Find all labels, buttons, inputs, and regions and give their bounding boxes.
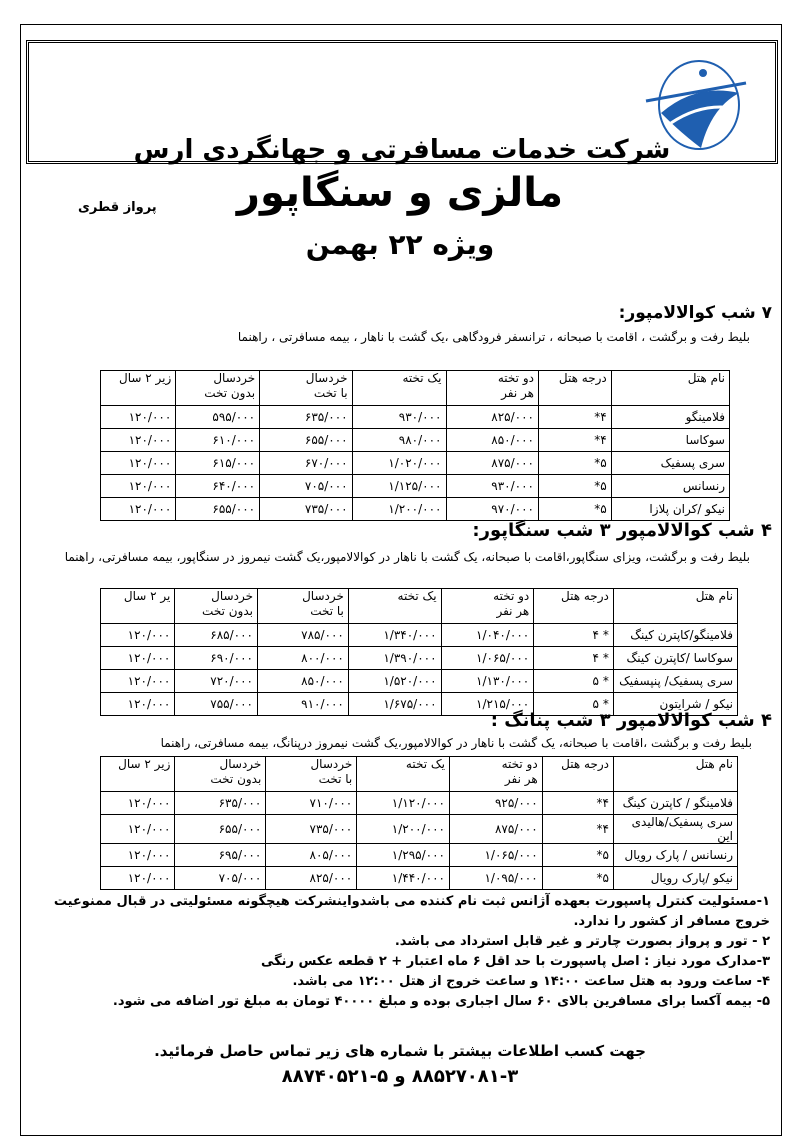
table-cell: ۱۲۰/۰۰۰	[101, 844, 175, 867]
table-header-cell: یک تخته	[357, 757, 450, 792]
table-row	[101, 647, 738, 670]
table-cell: ۷۳۵/۰۰۰	[266, 815, 357, 844]
table-cell: نیکو / شرایتون	[613, 693, 737, 716]
table-header-cell: خردسال بدون تخت	[175, 757, 266, 792]
section3-heading: ۴ شب کوالالامپور ۳ شب پنانگ :	[490, 710, 772, 731]
table-cell: ۱۲۰/۰۰۰	[101, 406, 176, 429]
table-cell: ۵*	[538, 452, 611, 475]
table-cell: ۶۱۰/۰۰۰	[176, 429, 260, 452]
table-header-cell: خردسال با تخت	[257, 589, 348, 624]
table-header-cell: دو تخته هر نفر	[441, 589, 534, 624]
table-cell: ۵۹۵/۰۰۰	[176, 406, 260, 429]
table-cell: ۷۸۵/۰۰۰	[257, 624, 348, 647]
table-cell: ۱/۰۹۵/۰۰۰	[449, 867, 542, 890]
table-cell: ۴*	[538, 406, 611, 429]
table-cell: فلامینگو/کاپترن کینگ	[613, 624, 737, 647]
table-cell: ۱/۰۲۰/۰۰۰	[352, 452, 446, 475]
table-row	[101, 624, 738, 647]
table-cell: ۱۲۰/۰۰۰	[101, 452, 176, 475]
table-cell: ۱/۶۷۵/۰۰۰	[348, 693, 441, 716]
table-cell: ۶۵۵/۰۰۰	[260, 429, 352, 452]
section1-desc: بلیط رفت و برگشت ، اقامت با صبحانه ، ترانسفر فرودگاهی ،یک گشت با ناهار ، بیمه مسافرتی ، راهنما	[237, 330, 750, 344]
table-cell: ۶۵۵/۰۰۰	[175, 815, 266, 844]
table-cell: ۶۸۵/۰۰۰	[175, 624, 258, 647]
table-cell: سری پسفیک	[611, 452, 729, 475]
table-cell: ۷۰۵/۰۰۰	[260, 475, 352, 498]
table-row	[101, 406, 730, 429]
table-header-cell: خردسال بدون تخت	[176, 371, 260, 406]
table-cell: سری پسفیک/ پنپسفیک	[613, 670, 737, 693]
table-cell: * ۴	[534, 624, 614, 647]
table-cell: ۱/۲۹۵/۰۰۰	[357, 844, 450, 867]
table-cell: * ۵	[534, 670, 614, 693]
table-row	[101, 429, 730, 452]
table-cell: ۱/۱۲۵/۰۰۰	[352, 475, 446, 498]
table-header-row	[101, 589, 738, 624]
table-header-cell: یک تخته	[348, 589, 441, 624]
note-1: ۱-مسئولیت کنترل پاسپورت بعهده آژانس ثبت نام کننده می باشدواینشرکت هیچگونه مسئولیتی در قبال ممنوعیت خروج مسافر از کشور را ندارد.	[53, 894, 770, 929]
table-cell: ۱۲۰/۰۰۰	[101, 792, 175, 815]
table-header-cell: یک تخته	[352, 371, 446, 406]
table-cell: ۱۲۰/۰۰۰	[101, 475, 176, 498]
table-cell: ۹۲۵/۰۰۰	[449, 792, 542, 815]
table-header-cell: درجه هتل	[534, 589, 614, 624]
section3-table	[100, 756, 738, 890]
table-cell: ۱/۲۰۰/۰۰۰	[352, 498, 446, 521]
contact-text: جهت کسب اطلاعات بیشتر با شماره های زیر تماس حاصل فرمائید.	[154, 1042, 646, 1060]
table-cell: ۴*	[542, 792, 613, 815]
table-cell: ۱۲۰/۰۰۰	[101, 693, 175, 716]
table-cell: ۱/۴۴۰/۰۰۰	[357, 867, 450, 890]
table-cell: ۴*	[538, 429, 611, 452]
note-3: ۳-مدارک مورد نیاز : اصل پاسپورت با حد اقل ۶ ماه اعتبار + ۲ قطعه عکس رنگی	[260, 954, 770, 969]
table-cell: * ۴	[534, 647, 614, 670]
table-cell: ۱/۳۹۰/۰۰۰	[348, 647, 441, 670]
table-cell: ۱۲۰/۰۰۰	[101, 867, 175, 890]
table-cell: ۸۰۰/۰۰۰	[257, 647, 348, 670]
table-cell: ۱۲۰/۰۰۰	[101, 647, 175, 670]
table-header-cell: دو تخته هر نفر	[449, 757, 542, 792]
table-row	[101, 792, 738, 815]
table-cell: ۶۱۵/۰۰۰	[176, 452, 260, 475]
table-cell: سوکاسا	[611, 429, 729, 452]
table-row	[101, 475, 730, 498]
table-cell: ۱/۰۶۵/۰۰۰	[449, 844, 542, 867]
table-cell: ۹۱۰/۰۰۰	[257, 693, 348, 716]
table-header-cell: دو تخته هر نفر	[446, 371, 538, 406]
table-cell: ۱/۲۱۵/۰۰۰	[441, 693, 534, 716]
table-cell: ۱۲۰/۰۰۰	[101, 498, 176, 521]
note-5: ۵- بیمه آکسا برای مسافرین بالای ۶۰ سال اجباری بوده و مبلغ ۴۰۰۰۰ تومان به مبلغ تور اضافه می شود.	[112, 994, 770, 1009]
table-cell: ۸۵۰/۰۰۰	[446, 429, 538, 452]
table-cell: سری پسفیک/هالیدی این	[614, 815, 738, 844]
table-cell: ۱/۱۳۰/۰۰۰	[441, 670, 534, 693]
table-row	[101, 498, 730, 521]
table-header-cell: زیر ۲ سال	[101, 371, 176, 406]
note-2: ۲ - تور و پرواز بصورت چارتر و غیر قابل استرداد می باشد.	[394, 934, 770, 949]
table-cell: ۸۵۰/۰۰۰	[257, 670, 348, 693]
header-box	[26, 40, 778, 164]
table-header-cell: خردسال بدون تخت	[175, 589, 258, 624]
flight-note: پرواز قطری	[78, 200, 157, 215]
table-cell: ۵*	[542, 867, 613, 890]
table-cell: سوکاسا /کاپترن کینگ	[613, 647, 737, 670]
notes-list	[44, 892, 770, 1012]
table-cell: ۱/۲۰۰/۰۰۰	[357, 815, 450, 844]
table-cell: ۱۲۰/۰۰۰	[101, 624, 175, 647]
table-header-cell: درجه هتل	[538, 371, 611, 406]
page-subtitle: ویژه ۲۲ بهمن	[305, 228, 495, 261]
section3-desc: بلیط رفت و برگشت ،اقامت با صبحانه، یک گشت با ناهار در کوالالامپور،یک گشت نیمروز درپنانگ، بیمه مسافرتی، راهنما	[160, 736, 752, 750]
table-cell: ۱/۵۲۰/۰۰۰	[348, 670, 441, 693]
table-row	[101, 670, 738, 693]
table-header-cell: درجه هتل	[542, 757, 613, 792]
table-cell: ۱/۳۴۰/۰۰۰	[348, 624, 441, 647]
table-cell: ۵*	[538, 498, 611, 521]
table-cell: ۶۹۰/۰۰۰	[175, 647, 258, 670]
table-cell: ۹۷۰/۰۰۰	[446, 498, 538, 521]
table-header-cell: زیر ۲ سال	[101, 757, 175, 792]
table-cell: * ۵	[534, 693, 614, 716]
table-cell: ۸۷۵/۰۰۰	[446, 452, 538, 475]
section1-heading: ۷ شب کوالالامپور:	[618, 303, 772, 323]
table-cell: ۸۲۵/۰۰۰	[266, 867, 357, 890]
table-cell: رنسانس	[611, 475, 729, 498]
note-4: ۴- ساعت ورود به هتل ساعت ۱۴:۰۰ و ساعت خروج از هتل ۱۲:۰۰ می باشد.	[292, 974, 770, 989]
table-cell: ۶۳۵/۰۰۰	[260, 406, 352, 429]
table-cell: ۱/۰۴۰/۰۰۰	[441, 624, 534, 647]
table-cell: ۶۳۵/۰۰۰	[175, 792, 266, 815]
table-cell: رنسانس / پارک رویال	[614, 844, 738, 867]
table-cell: ۵*	[538, 475, 611, 498]
table-cell: ۹۳۰/۰۰۰	[352, 406, 446, 429]
page-title: مالزی و سنگاپور	[236, 170, 564, 216]
table-cell: ۶۵۵/۰۰۰	[176, 498, 260, 521]
table-cell: فلامینگو / کاپترن کینگ	[614, 792, 738, 815]
table-header-row	[101, 757, 738, 792]
table-cell: ۱۲۰/۰۰۰	[101, 429, 176, 452]
table-cell: نیکو /پارک رویال	[614, 867, 738, 890]
company-name: شرکت خدمات مسافرتی و جهانگردی ارس	[133, 135, 671, 165]
table-cell: ۸۲۵/۰۰۰	[446, 406, 538, 429]
table-cell: ۶۹۵/۰۰۰	[175, 844, 266, 867]
table-cell: ۷۱۰/۰۰۰	[266, 792, 357, 815]
table-header-cell: نام هتل	[614, 757, 738, 792]
table-row	[101, 452, 730, 475]
table-header-cell: خردسال با تخت	[266, 757, 357, 792]
table-cell: ۷۰۵/۰۰۰	[175, 867, 266, 890]
table-header-cell: نام هتل	[613, 589, 737, 624]
table-row	[101, 844, 738, 867]
table-cell: ۷۳۵/۰۰۰	[260, 498, 352, 521]
table-cell: ۴*	[542, 815, 613, 844]
table-cell: نیکو /کران پلازا	[611, 498, 729, 521]
table-cell: ۵*	[542, 844, 613, 867]
section2-heading: ۴ شب کوالالامپور ۳ شب سنگاپور:	[472, 520, 772, 541]
table-cell: ۷۵۵/۰۰۰	[175, 693, 258, 716]
table-cell: ۱/۱۲۰/۰۰۰	[357, 792, 450, 815]
table-cell: ۸۰۵/۰۰۰	[266, 844, 357, 867]
table-cell: ۹۳۰/۰۰۰	[446, 475, 538, 498]
table-header-row	[101, 371, 730, 406]
table-cell: ۱/۰۶۵/۰۰۰	[441, 647, 534, 670]
table-header-cell: خردسال با تخت	[260, 371, 352, 406]
table-cell: ۷۲۰/۰۰۰	[175, 670, 258, 693]
section1-table	[100, 370, 730, 521]
section2-table	[100, 588, 738, 716]
contact-phones: ۸۸۵۲۷۰۸۱-۳ و ۵-۸۸۷۴۰۵۲۱	[281, 1066, 519, 1087]
table-header-cell: نام هتل	[611, 371, 729, 406]
table-cell: ۱۲۰/۰۰۰	[101, 815, 175, 844]
table-cell: ۱۲۰/۰۰۰	[101, 670, 175, 693]
table-cell: ۶۷۰/۰۰۰	[260, 452, 352, 475]
table-cell: فلامینگو	[611, 406, 729, 429]
table-cell: ۸۷۵/۰۰۰	[449, 815, 542, 844]
table-row	[101, 867, 738, 890]
table-row	[101, 815, 738, 844]
table-cell: ۶۴۰/۰۰۰	[176, 475, 260, 498]
table-cell: ۹۸۰/۰۰۰	[352, 429, 446, 452]
section2-desc: بلیط رفت و برگشت، ویزای سنگاپور،اقامت با صبحانه، یک گشت با ناهار در کوالالامپور،یک گشت نیمروز در سنگاپور، بیمه مسافرتی، راهنما	[64, 550, 750, 564]
table-header-cell: یر ۲ سال	[101, 589, 175, 624]
